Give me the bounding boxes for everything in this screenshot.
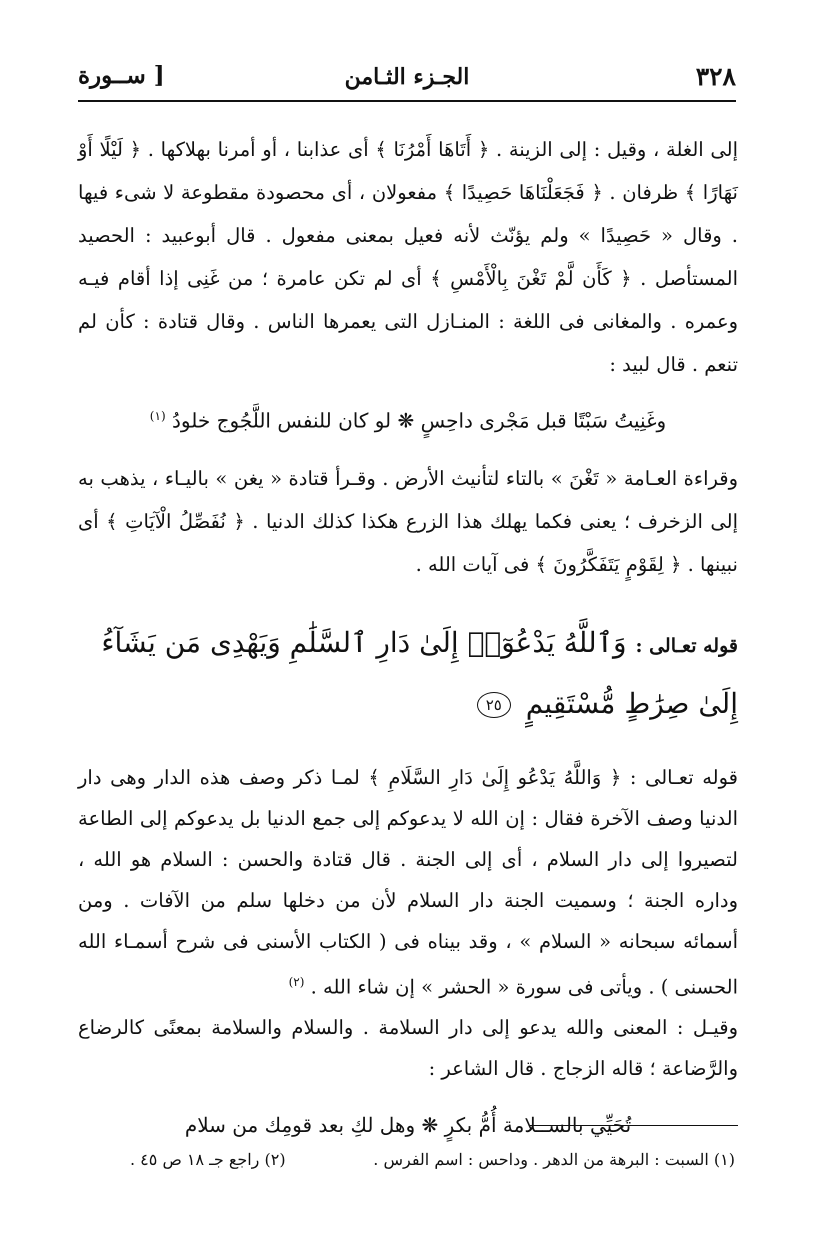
- quran-verse-text: وَٱللَّهُ يَدْعُوٓا۟ إِلَىٰ دَارِ ٱلسَّلَٰمِ وَيَهْدِى مَن يَشَآءُ إِلَىٰ صِرَٰطٍ مُّسْتَقِيمٍ: [101, 625, 738, 720]
- verse-text: وغَنِيتُ سَبْتًا قبل مَجْرى داحِسٍ ❋ لو كان للنفس اللَّجُوج خلودُ: [171, 408, 667, 433]
- ayah-number: ٢٥: [477, 692, 511, 718]
- poetry-verse-salam: تُحَيِّي بالســلامة أُمُّ بكرٍ ❋ وهل لكِ بعد قومِك من سلام: [184, 1113, 632, 1138]
- footnote-marker-1: (١): [149, 409, 166, 423]
- paragraph-tafsir-1: إلى الغلة ، وقيل : إلى الزينة . ﴿ أَتَاهَا أَمْرُنَا ﴾ أى عذابنا ، أو أمرنا بهلاكها . ﴿ لَيْلًا أَوْ نَهَارًا ﴾ ظرفان . ﴿ فَجَعَلْنَاهَا حَصِيدًا ﴾ مفعولان ، أى محصودة مقطوعة لا شىء فيها . وقال « حَصِيدًا » ولم يؤنّث لأنه فعيل بمعنى مفعول . قال أبوعبيد : الحصيد المستأصل . ﴿ كَأَن لَّمْ تَغْنَ بِالْأَمْسِ ﴾ أى لم تكن عامرة ؛ من غَنِى إذا أقام فيـه وعمره . والمغانى فى اللغة : المنـازل التى يعمرها الناس . وقال قتادة : كأن لم تنعم . قال لبيد :: [78, 138, 738, 376]
- surah-label: [ ســورة: [78, 62, 165, 89]
- paragraph-commentary-1: [78, 757, 738, 1008]
- quran-intro: قوله تعـالى :: [635, 634, 738, 657]
- running-title: الجـزء الثـامن: [344, 64, 470, 90]
- page-number: ٣٢٨: [695, 62, 736, 91]
- quran-verse-block: [78, 614, 738, 733]
- main-text: [78, 128, 738, 1161]
- footnote-rule: [530, 1125, 738, 1126]
- footnote-marker-2: (٢): [288, 974, 305, 989]
- page-header: [78, 58, 736, 102]
- footnote-1: (١) السبت : البرهة من الدهر . وداحس : اسم الفرس .: [373, 1150, 735, 1169]
- poetry-verse-labid: [78, 394, 738, 443]
- commentary-text: قوله تعـالى : ﴿ وَاللَّهُ يَدْعُو إِلَىٰ دَارِ السَّلَامِ ﴾ لمـا ذكر وصف هذه الدار وهى دار الدنيا وصف الآخرة فقال : إن الله لا يدعوكم إلى جمع الدنيا بل يدعوكم إلى الطاعة لتصيروا إلى دار السلام ، أى إلى الجنة . قال قتادة والحسن : السلام هو الله ، وداره الجنة ؛ وسميت الجنة دار السلام لأن من دخلها سلم من الآفات . ومن أسمائه سبحانه « السلام » ، وقد بيناه فى ( الكتاب الأسنى فى شرح أسمـاء الله الحسنى ) . ويأتى فى سورة « الحشر » إن شاء الله .: [78, 765, 738, 999]
- header-rule: [78, 100, 736, 102]
- footnote-2: (٢) راجع جـ ١٨ ص ٤٥ .: [130, 1150, 286, 1169]
- footnotes: [130, 1150, 735, 1178]
- paragraph-tafsir-2: وقراءة العـامة « تَغْنَ » بالتاء لتأنيث الأرض . وقـرأ قتادة « يغن » باليـاء ، يذهب به إلى الزخرف ؛ يعنى فكما يهلك هذا الزرع هكذا كذلك الدنيا . ﴿ نُفَصِّلُ الْآيَاتِ ﴾ أى نبينها . ﴿ لِقَوْمٍ يَتَفَكَّرُونَ ﴾ فى آيات الله .: [78, 466, 738, 576]
- paragraph-commentary-2: وقيـل : المعنى والله يدعو إلى دار السلامة . والسلام والسلامة بمعنًى كالرضاع والرَّضاعة ؛ قاله الزجاج . قال الشاعر :: [78, 1016, 738, 1081]
